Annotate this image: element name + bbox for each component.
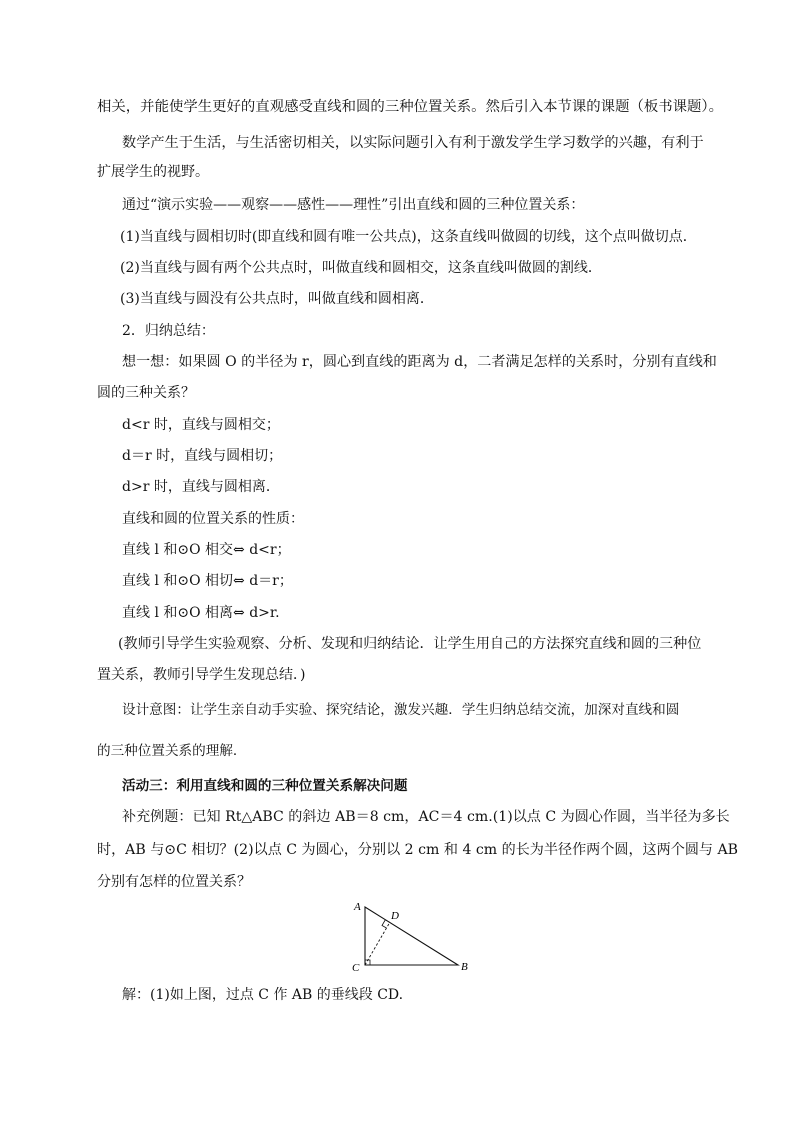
text-line: 解：(1)如上图，过点 C 作 AB 的垂线段 CD.: [122, 987, 404, 1003]
label-a: A: [354, 901, 361, 913]
label-d: D: [391, 910, 399, 922]
text-line: 分别有怎样的位置关系？: [97, 874, 251, 890]
text-line: 通过“演示实验——观察——感性——理性”引出直线和圆的三种位置关系：: [122, 197, 585, 213]
text-line: (2)当直线与圆有两个公共点时，叫做直线和圆相交，这条直线叫做圆的割线．: [120, 260, 602, 276]
text-line: 圆的三种关系？: [97, 385, 195, 401]
text-line: 扩展学生的视野。: [97, 164, 209, 180]
text-line: (1)当直线与圆相切时(即直线和圆有唯一公共点)，这条直线叫做圆的切线，这个点叫做切点．: [120, 229, 697, 245]
altitude-cd: [365, 922, 390, 965]
text-line: d<r 时，直线与圆相交；: [122, 417, 280, 433]
text-line: d>r 时，直线与圆相离．: [122, 479, 280, 495]
text-line: 的三种位置关系的理解．: [97, 743, 247, 759]
text-line: 直线 l 和⊙O 相交⇔ d<r；: [122, 542, 291, 558]
text-line: d＝r 时，直线与圆相切；: [122, 448, 283, 464]
text-line: 补充例题：已知 Rt△ABC 的斜边 AB＝8 cm，AC＝4 cm.(1)以点 C 为圆心作圆，当半径为多长: [122, 809, 730, 825]
text-line: 想一想：如果圆 O 的半径为 r，圆心到直线的距离为 d，二者满足怎样的关系时，分别有直线和: [122, 354, 717, 370]
text-line: 直线和圆的位置关系的性质：: [122, 511, 304, 527]
text-line: 2．归纳总结：: [122, 323, 215, 339]
text-line: 时，AB 与⊙C 相切？(2)以点 C 为圆心，分别以 2 cm 和 4 cm 的长为半径作两个圆，这两个圆与 AB: [97, 842, 739, 858]
right-angle-mark-d: [382, 920, 387, 929]
triangle-abc: [365, 907, 458, 965]
text-line: 置关系，教师引导学生发现总结．): [97, 667, 306, 683]
text-line: 设计意图：让学生亲自动手实验、探究结论，激发兴趣．学生归纳总结交流，加深对直线和圆: [122, 702, 680, 718]
label-c: C: [352, 962, 360, 974]
label-b: B: [461, 961, 468, 973]
text-line: 数学产生于生活，与生活密切相关，以实际问题引入有利于激发学生学习数学的兴趣，有利于: [122, 135, 704, 151]
text-line: (3)当直线与圆没有公共点时，叫做直线和圆相离．: [120, 291, 434, 307]
text-line: (教师引导学生实验观察、分析、发现和归纳结论．让学生用自己的方法探究直线和圆的三种位: [118, 636, 702, 652]
section-heading: 活动三：利用直线和圆的三种位置关系解决问题: [122, 778, 408, 794]
text-line: 直线 l 和⊙O 相切⇔ d＝r；: [122, 573, 293, 589]
triangle-figure: [340, 896, 480, 980]
text-line: 相关，并能使学生更好的直观感受直线和圆的三种位置关系。然后引入本节课的课题（板书课题）。: [97, 99, 723, 115]
text-line: 直线 l 和⊙O 相离⇔ d>r.: [122, 605, 280, 621]
